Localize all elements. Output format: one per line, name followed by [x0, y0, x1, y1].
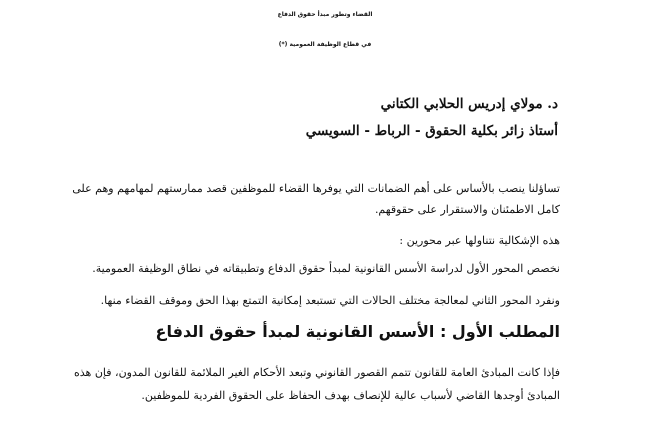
author-affiliation: أستاذ زائر بكلية الحقوق - الرباط - السويسي	[305, 123, 558, 139]
intro-paragraph-1-line-2: كامل الاطمئنان والاستقرار على حقوقهم.	[374, 203, 560, 216]
intro-paragraph-2: هذه الإشكالية نتناولها عبر محورين :	[399, 234, 560, 247]
intro-paragraph-3: نخصص المحور الأول لدراسة الأسس القانونية لمبدأ حقوق الدفاع وتطبيقاته في نطاق الوظيفة العمومية.	[92, 262, 560, 275]
section-heading: المطلب الأول : الأسس القانونية لمبدأ حقوق الدفاع	[155, 322, 560, 341]
article-title-line-1: القضاء وتطور مبدأ حقوق الدفاع	[277, 11, 373, 18]
intro-paragraph-4: ونفرد المحور الثاني لمعالجة مختلف الحالات التي تستبعد إمكانية التمتع بهذا الحق وموقف القضاء منها.	[100, 294, 560, 307]
author-name: د. مولاي إدريس الحلابي الكتاني	[380, 96, 558, 112]
section-paragraph-line-1: فإذا كانت المبادئ العامة للقانون تتمم القصور القانوني وتبعد الأحكام الغير الملائمة للقانون المدون، فإن هذه	[74, 366, 560, 379]
intro-paragraph-1-line-1: تساؤلنا ينصب بالأساس على أهم الضمانات التي يوفرها القضاء للموظفين قصد ممارستهم لمهامهم وهم على	[72, 182, 560, 195]
section-paragraph-line-2: المبادئ أوجدها القاضي لأسباب عالية للإنصاف بهدف الحفاظ على الحقوق الفردية للموظفين.	[141, 389, 560, 402]
article-title-line-2: في قطاع الوظيفة العمومية (*)	[278, 41, 372, 48]
